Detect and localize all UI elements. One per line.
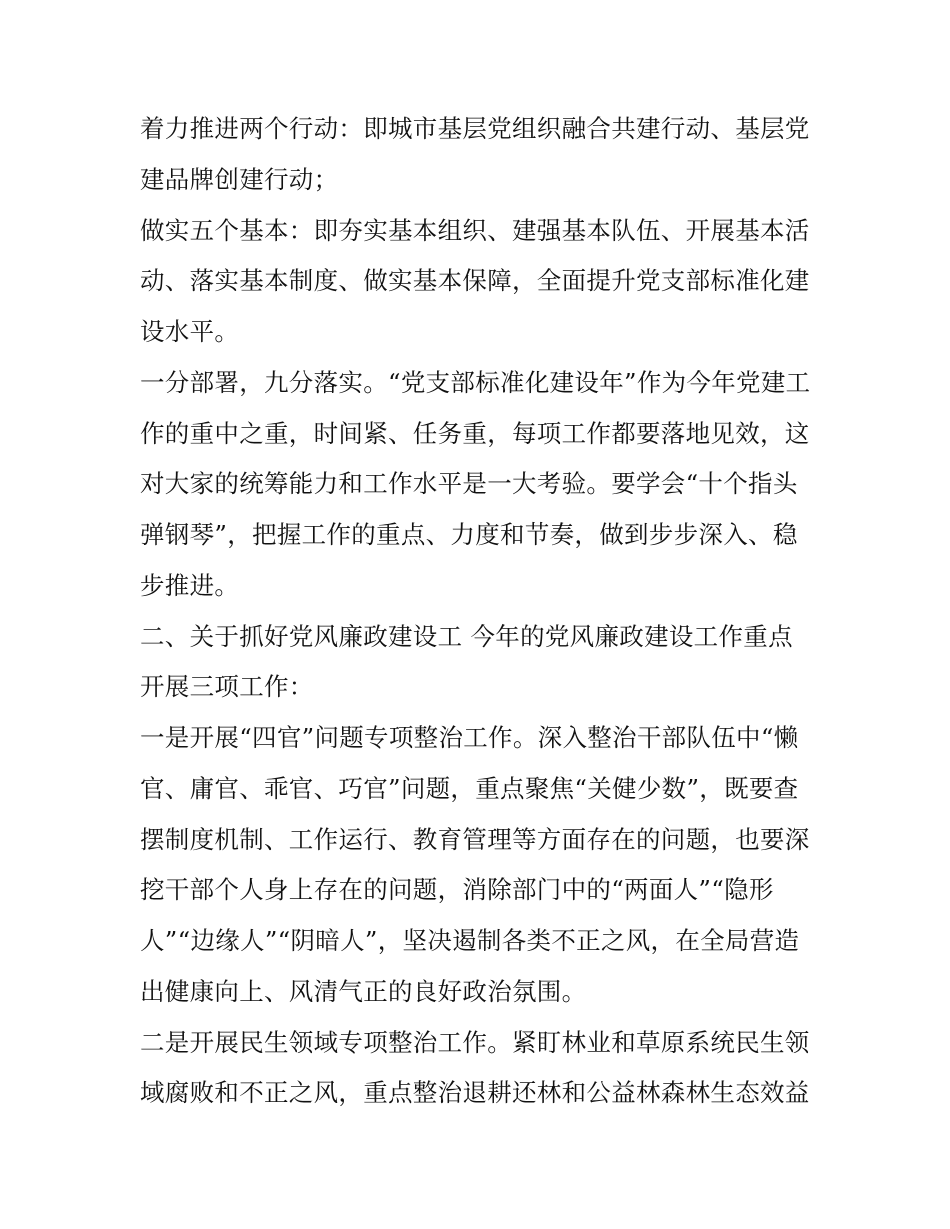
text-line: 对大家的统筹能力和工作水平是一大考验。要学会“十个指头 (140, 469, 798, 498)
text-line: 设水平。 (140, 317, 240, 346)
text-line: 二、关于抓好党风廉政建设工 今年的党风廉政建设工作重点 (140, 622, 793, 651)
text-line: 挖干部个人身上存在的问题，消除部门中的“两面人”“隐形 (140, 875, 774, 904)
text-line: 动、落实基本制度、做实基本保障，全面提升党支部标准化建 (140, 266, 810, 295)
text-line: 建品牌创建行动； (140, 165, 339, 194)
text-line: 二是开展民生领域专项整治工作。紧盯林业和草原系统民生领 (140, 1028, 810, 1057)
text-line: 作的重中之重，时间紧、任务重，每项工作都要落地见效，这 (140, 419, 810, 448)
text-line: 人”“边缘人”“阴暗人”，坚决遏制各类不正之风，在全局营造 (140, 926, 800, 955)
text-line: 官、庸官、乖官、巧官”问题，重点聚焦“关健少数”，既要查 (140, 774, 799, 803)
text-line: 弹钢琴”，把握工作的重点、力度和节奏，做到步步深入、稳 (140, 520, 798, 549)
text-line: 着力推进两个行动：即城市基层党组织融合共建行动、基层党 (140, 114, 810, 143)
text-line: 域腐败和不正之风，重点整治退耕还林和公益林森林生态效益 (140, 1078, 810, 1107)
text-line: 做实五个基本：即夯实基本组织、建强基本队伍、开展基本活 (140, 216, 810, 245)
text-line: 摆制度机制、工作运行、教育管理等方面存在的问题，也要深 (140, 825, 810, 854)
text-line: 一是开展“四官”问题专项整治工作。深入整治干部队伍中“懒 (140, 723, 799, 752)
text-line: 出健康向上、风清气正的良好政治氛围。 (140, 977, 587, 1006)
text-line: 开展三项工作： (140, 672, 314, 701)
text-line: 一分部署，九分落实。“党支部标准化建设年”作为今年党建工 (140, 368, 811, 397)
text-line: 步推进。 (140, 571, 240, 600)
